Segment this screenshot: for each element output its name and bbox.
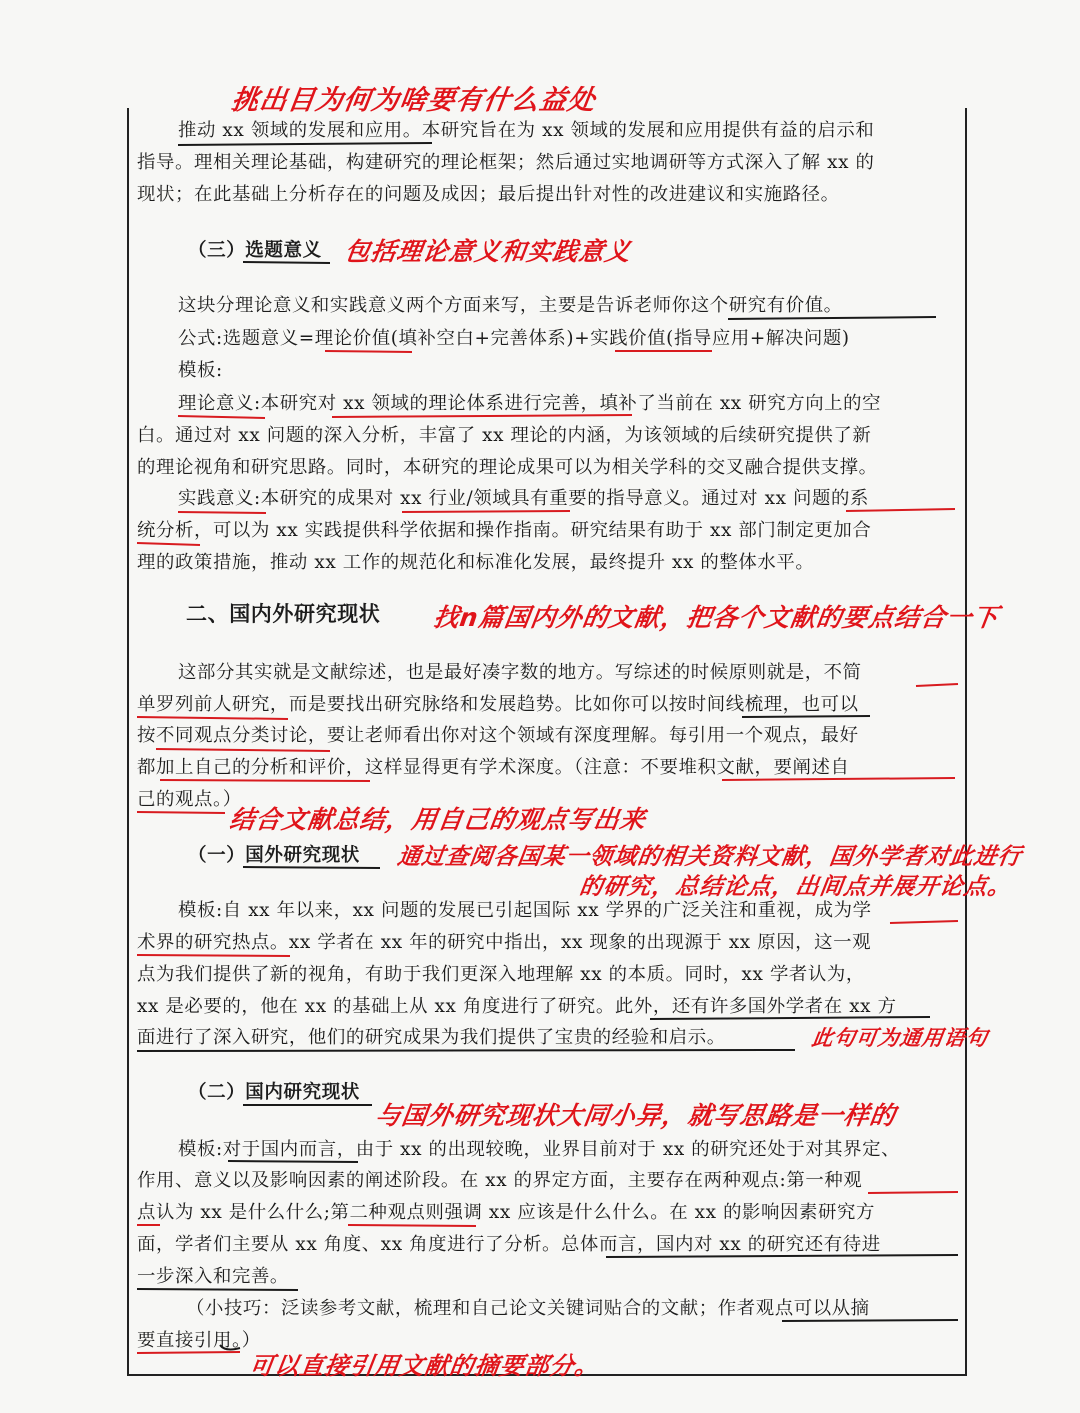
annotation-top: 挑出目为何为啥要有什么益处 (229, 85, 598, 116)
para-line: 面，学者们主要从 xx 角度、xx 角度进行了分析。总体而言，国内对 xx 的研究还有待进 (137, 1234, 881, 1255)
para-line: 模板:自 xx 年以来，xx 问题的发展已引起国际 xx 学界的广泛关注和重视，成为学 (178, 900, 872, 921)
annotation-domestic: 与国外研究现状大同小异，就写思路是一样的 (373, 1101, 898, 1130)
para-line: 推动 xx 领域的发展和应用。本研究旨在为 xx 领域的发展和应用提供有益的启示和 (178, 120, 875, 141)
para-line: 一步深入和完善。 (137, 1266, 289, 1287)
para-line: 模板:对于国内而言，由于 xx 的出现较晚，业界目前对于 xx 的研究还处于对其界定、 (178, 1139, 901, 1160)
annotation-foreign-2: 的研究，总结论点，出间点并展开论点。 (577, 874, 1014, 900)
annotation-abstract: 可以直接引用文献的摘要部分。 (247, 1352, 602, 1380)
annotation-summary: 结合文献总结，用自己的观点写出来 (227, 805, 648, 834)
annotation-universal: 此句可为通用语句 (810, 1026, 990, 1050)
section-heading-foreign: （一）国外研究现状 (188, 845, 360, 866)
para-line: 白。通过对 xx 问题的深入分析，丰富了 xx 理论的内涵，为该领域的后续研究提供了新 (137, 425, 872, 446)
para-line: 点认为 xx 是什么什么;第二种观点则强调 xx 应该是什么什么。在 xx 的影响因素研究方 (137, 1202, 875, 1223)
para-line: 公式:选题意义=理论价值(填补空白+完善体系)+实践价值(指导应用+解决问题) (178, 328, 850, 349)
section-heading-significance: （三）选题意义 (188, 240, 322, 261)
para-line: 面进行了深入研究，他们的研究成果为我们提供了宝贵的经验和启示。 (137, 1027, 726, 1048)
annotation-foreign-1: 通过查阅各国某一领域的相关资料文献，国外学者对此进行 (395, 844, 1024, 870)
section-heading-domestic: （二）国内研究现状 (188, 1082, 360, 1103)
para-line: 术界的研究热点。xx 学者在 xx 年的研究中指出，xx 现象的出现源于 xx 原因，这一观 (137, 932, 872, 953)
section-heading-status: 二、国内外研究现状 (186, 602, 381, 626)
para-line: （小技巧：泛读参考文献，梳理和自己论文关键词贴合的文献；作者观点可以从摘 (186, 1298, 870, 1319)
annotation-significance: 包括理论意义和实践意义 (342, 237, 633, 266)
para-line: 己的观点。） (137, 789, 242, 810)
para-line: 点为我们提供了新的视角，有助于我们更深入地理解 xx 的本质。同时，xx 学者认为， (137, 964, 865, 985)
para-line: 实践意义:本研究的成果对 xx 行业/领域具有重要的指导意义。通过对 xx 问题的系 (178, 488, 869, 509)
para-line: 作用、意义以及影响因素的阐述阶段。在 xx 的界定方面，主要存在两种观点:第一种观 (137, 1170, 863, 1191)
para-line: 这块分理论意义和实践意义两个方面来写，主要是告诉老师你这个研究有价值。 (178, 295, 843, 316)
para-line: 这部分其实就是文献综述，也是最好凑字数的地方。写综述的时候原则就是，不简 (178, 662, 862, 683)
para-line: xx 是必要的，他在 xx 的基础上从 xx 角度进行了研究。此外，还有许多国外学者在 xx 方 (137, 996, 897, 1017)
para-line: 指导。理相关理论基础，构建研究的理论框架；然后通过实地调研等方式深入了解 xx 的 (137, 152, 875, 173)
para-line: 单罗列前人研究，而是要找出研究脉络和发展趋势。比如你可以按时间线梳理，也可以 (137, 694, 859, 715)
para-line: 理的政策措施，推动 xx 工作的规范化和标准化发展，最终提升 xx 的整体水平。 (137, 552, 815, 573)
para-line: 的理论视角和研究思路。同时，本研究的理论成果可以为相关学科的交叉融合提供支撑。 (137, 457, 878, 478)
para-line: 按不同观点分类讨论，要让老师看出你对这个领域有深度理解。每引用一个观点，最好 (137, 725, 859, 746)
para-line: 统分析，可以为 xx 实践提供科学依据和操作指南。研究结果有助于 xx 部门制定更加合 (137, 520, 872, 541)
para-line: 现状；在此基础上分析存在的问题及成因；最后提出针对性的改进建议和实施路径。 (137, 184, 840, 205)
annotation-status: 找n篇国内外的文献，把各个文献的要点结合一下 (431, 603, 1001, 632)
para-line: 都加上自己的分析和评价，这样显得更有学术深度。（注意：不要堆积文献，要阐述自 (137, 757, 850, 778)
para-line: 要直接引用。） (137, 1330, 261, 1351)
para-line: 理论意义:本研究对 xx 领域的理论体系进行完善，填补了当前在 xx 研究方向上的空 (178, 393, 882, 414)
para-line: 模板: (178, 360, 223, 381)
